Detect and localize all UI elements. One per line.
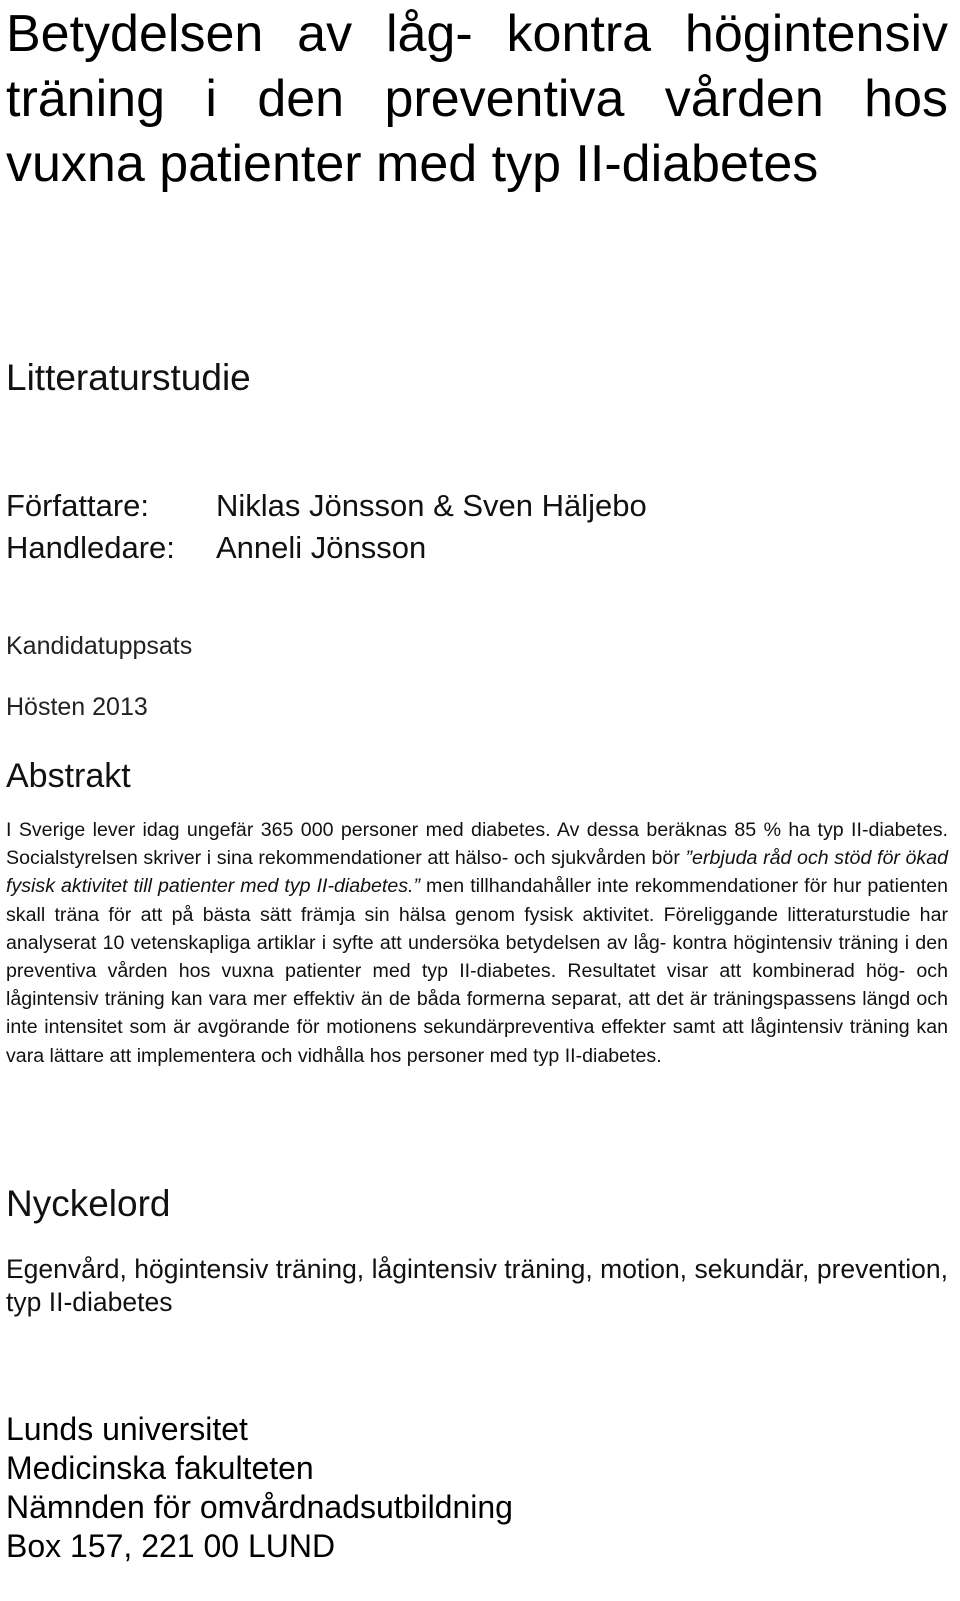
- abstract-part-3: Resultatet visar att kombinerad hög- och lågintensiv träning kan vara mer effektiv än de båda formerna separat, att det är träningspassens längd och inte intensitet som är avgörande för motionens sekundärpreventiva effekter samt att lågintensiv träning kan vara lättare att implementera och vidhålla hos personer med typ II-diabetes.: [6, 960, 948, 1067]
- university-address: [6, 1410, 513, 1566]
- keywords-text: Egenvård, högintensiv träning, lågintensiv träning, motion, sekundär, prevention, typ II-diabetes: [6, 1254, 948, 1317]
- abstract-part-2: men tillhandahåller inte rekommendationer för hur patienten skall träna för att på bästa sätt främja sin hälsa genom fysisk aktivitet. Föreliggande litteraturstudie har analyserat 10 vetenskapliga artiklar i syfte att undersöka betydelsen av låg- kontra högintensiv träning i den preventiva vården hos vuxna patienter med typ II-diabetes.: [6, 875, 948, 983]
- authors-row: [6, 488, 647, 530]
- supervisor-value: Anneli Jönsson: [216, 530, 427, 565]
- abstract-heading: Abstrakt: [6, 757, 131, 795]
- semester: Hösten 2013: [6, 693, 148, 721]
- address-line-board: Nämnden för omvårdnadsutbildning: [6, 1489, 513, 1525]
- document-subtitle: Litteraturstudie: [6, 357, 251, 398]
- abstract-part-1: I Sverige lever idag ungefär 365 000 personer med diabetes. Av dessa beräknas 85 % ha typ II-diabetes. Socialstyrelsen skriver i sina rekommendationer att hälso- och sjukvården bör: [6, 819, 948, 870]
- authors-label: Författare:: [6, 488, 149, 523]
- abstract-text: [6, 816, 948, 1070]
- document-title: Betydelsen av låg- kontra högintensiv träning i den preventiva vården hos vuxna patienter med typ II-diabetes: [6, 5, 948, 193]
- thesis-type: Kandidatuppsats: [6, 632, 193, 660]
- supervisor-row: [6, 530, 647, 572]
- address-line-faculty: Medicinska fakulteten: [6, 1450, 314, 1486]
- abstract-quote: ”erbjuda råd och stöd för ökad fysisk aktivitet till patienter med typ II-diabetes.”: [6, 847, 949, 898]
- address-line-postal: Box 157, 221 00 LUND: [6, 1528, 336, 1564]
- author-info: [6, 488, 647, 572]
- address-line-university: Lunds universitet: [6, 1411, 248, 1447]
- supervisor-label: Handledare:: [6, 530, 175, 565]
- keywords-heading: Nyckelord: [6, 1183, 171, 1224]
- authors-value: Niklas Jönsson & Sven Häljebo: [216, 488, 647, 523]
